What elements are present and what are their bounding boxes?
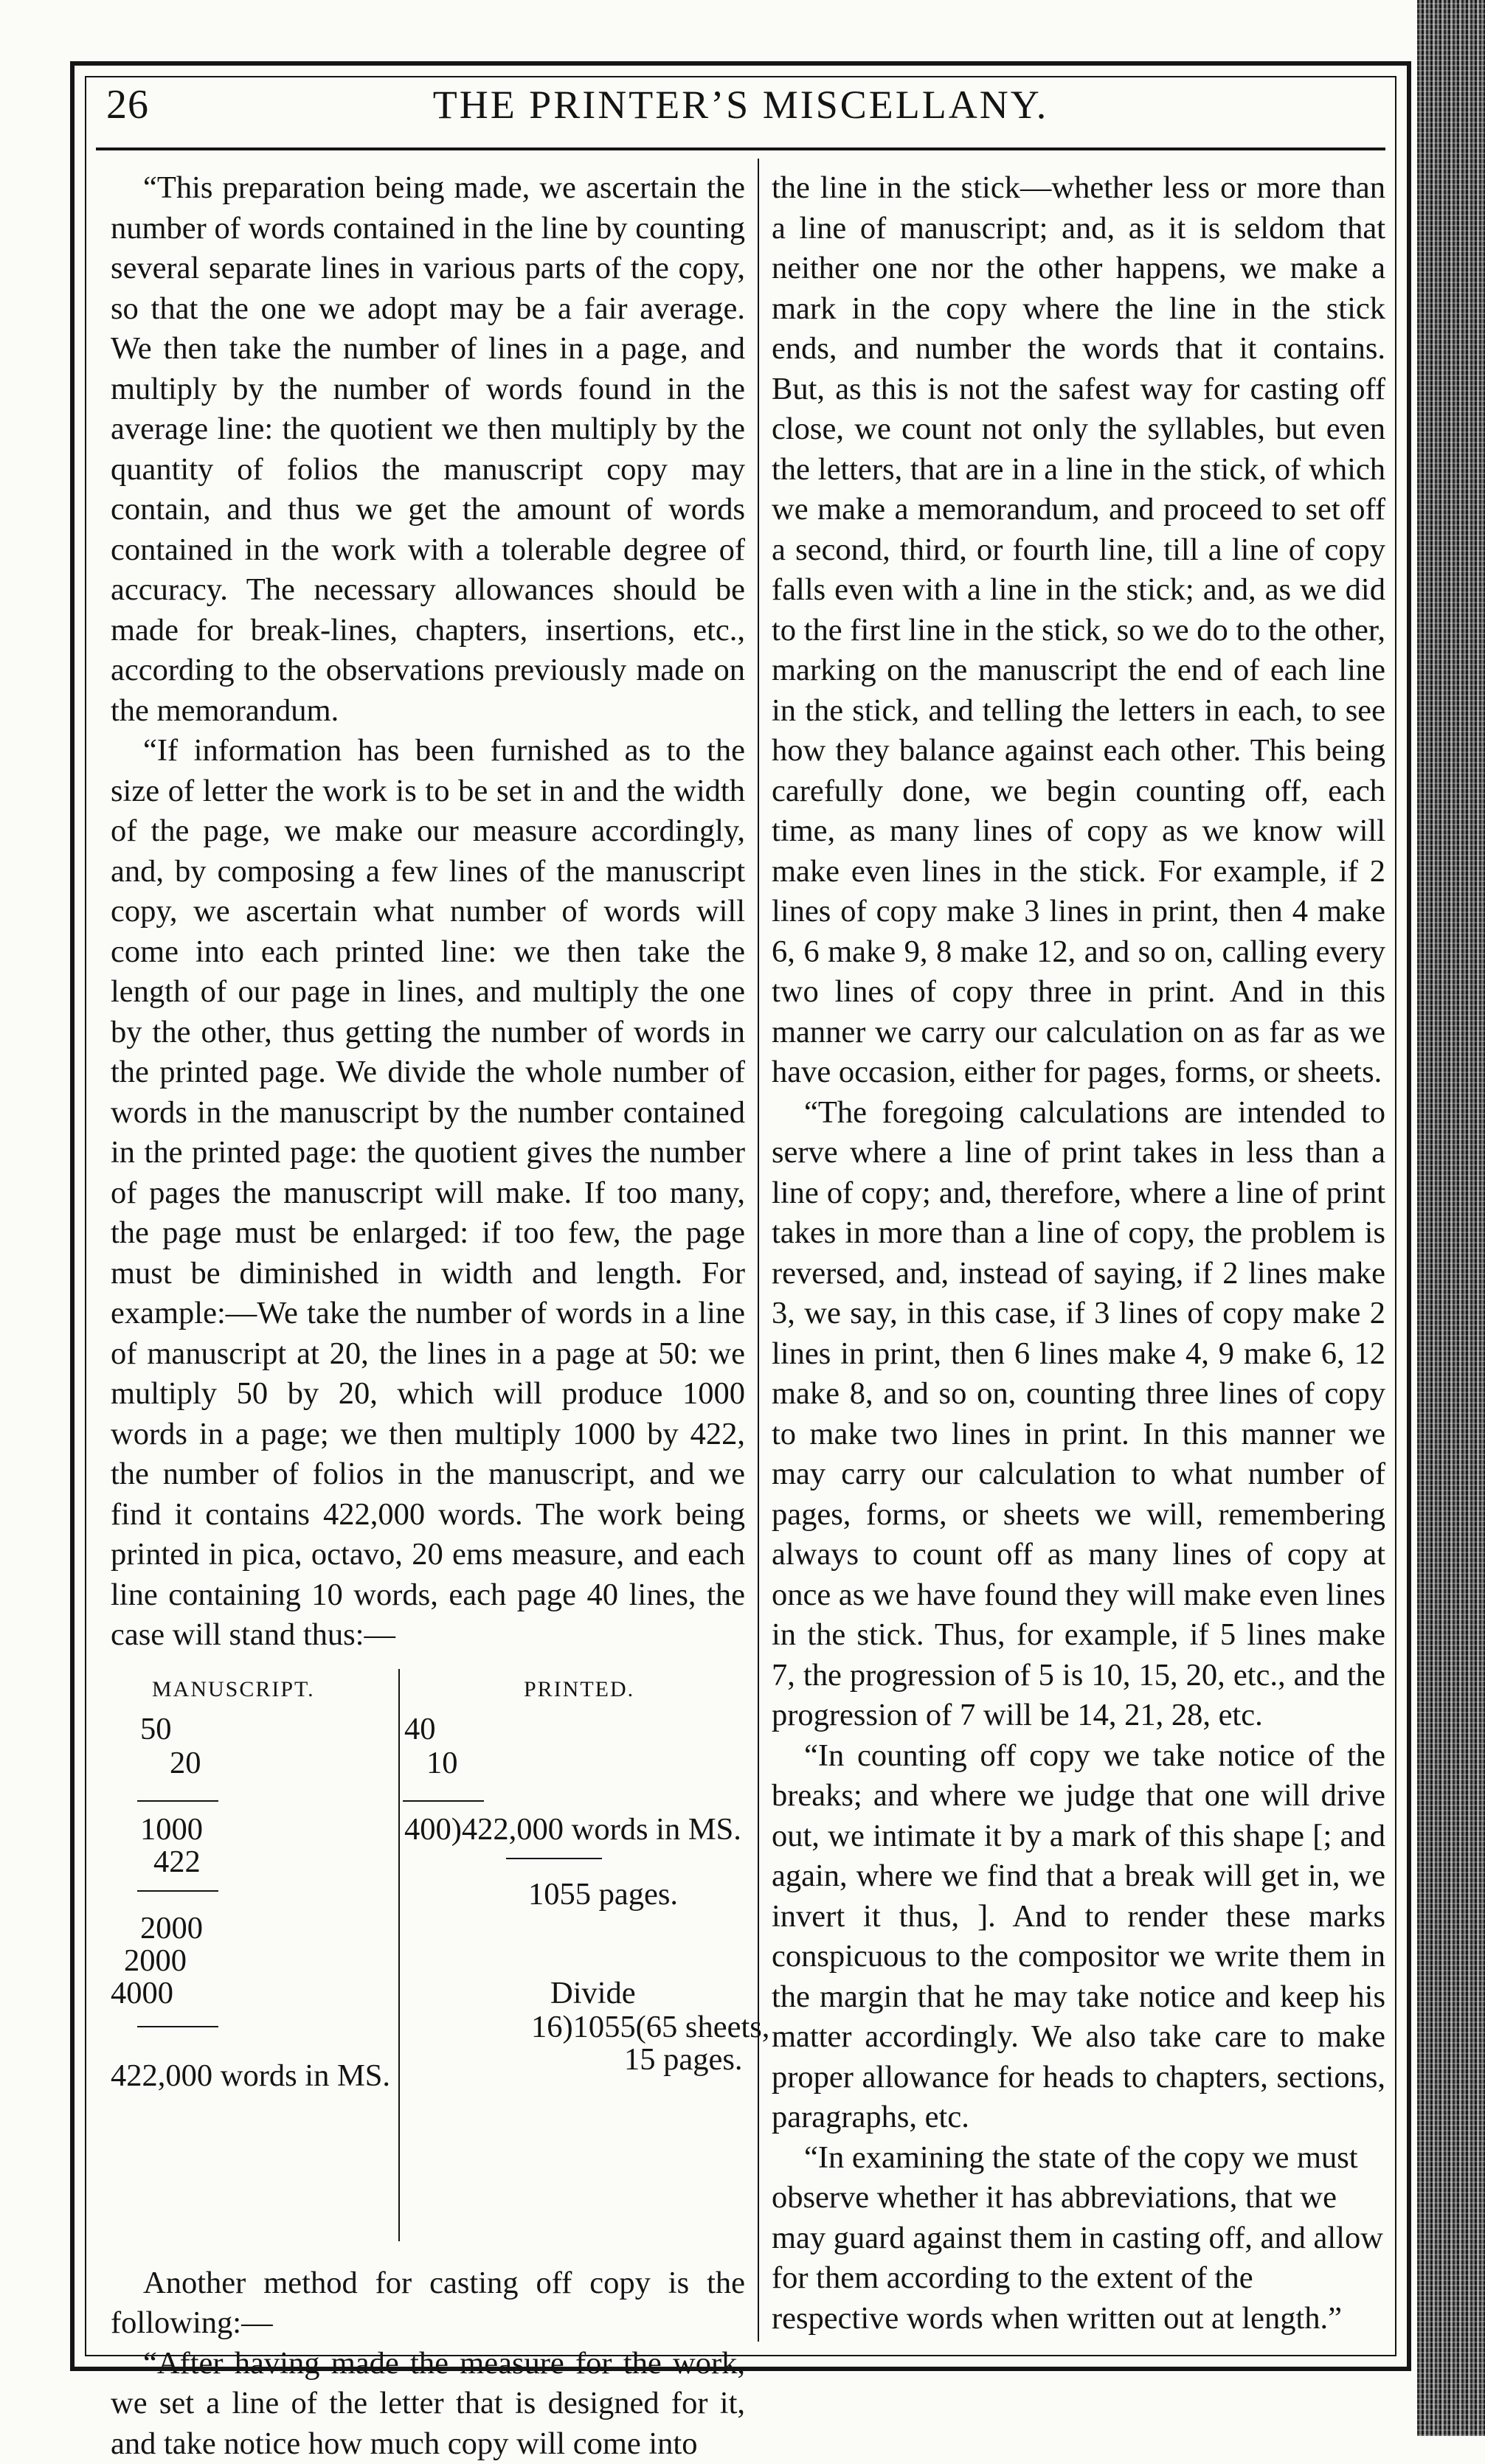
printed-value: 10 [426, 1747, 458, 1780]
printed-value: 1055 pages. [528, 1878, 678, 1911]
paragraph: “In examining the state of the copy we must observe whether it has abbreviations, that we may guard against them in casting off, and allow for them according to the extent of the respective words when written out at length.” [772, 2138, 1385, 2339]
page-number: 26 [106, 80, 149, 130]
paragraph: “In counting off copy we take notice of the breaks; and where we judge that one will drive out, we intimate it by a mark of this shape [; and again, where we find that a break will get in, we invert it thus, ]. And to render these marks conspicuous to the compositor we write them in the margin that he may take notice and keep his matter accordingly. We also take care to make proper allowance for heads to chapters, sections, paragraphs, etc. [772, 1736, 1385, 2138]
printed-value: 400)422,000 words in MS. [404, 1814, 741, 1846]
table-divider [398, 1669, 400, 2241]
page-header [96, 80, 1385, 130]
printed-value: 15 pages. [624, 2044, 743, 2076]
left-column [111, 168, 745, 2464]
manuscript-heading: MANUSCRIPT. [152, 1673, 315, 1706]
printed-rule [403, 1800, 484, 1802]
running-head: THE PRINTER’S MISCELLANY. [96, 80, 1385, 130]
paragraph: “This preparation being made, we ascertain the number of words contained in the line by counting several separate lines in various parts of the copy, so that the one we adopt may be a fair average. We then take the number of lines in a page, and multiply by the number of words found in the average line: the quotient we then multiply by the quantity of folios the manuscript copy may contain, and thus we get the amount of words contained in the work with a tolerable degree of accuracy. The necessary allowances should be made for break-lines, chapters, insertions, etc., according to the observations previously made on the memorandum. [111, 168, 745, 731]
printed-value: 16)1055(65 sheets, [531, 2011, 769, 2044]
page-edge-strip [1417, 0, 1485, 2436]
ms-value: 1000 [140, 1814, 203, 1846]
ms-rule [137, 1890, 218, 1892]
ms-rule [137, 2026, 218, 2027]
printed-value: 40 [404, 1713, 436, 1746]
paragraph: “The foregoing calculations are intended to serve where a line of print takes in less than a line of copy; and, therefore, where a line of print takes in more than a line of copy, the problem is reversed, and, instead of saying, if 2 lines make 3, we say, in this case, if 3 lines of copy make 2 lines in print, then 6 lines make 4, 9 make 6, 12 make 8, and so on, counting three lines of copy to make two lines in print. In this manner we may carry our calculation to what number of pages, forms, or sheets we will, remembering always to count off as many lines of copy at once as we have found they will make even lines in the stick. Thus, for example, if 5 lines make 7, the progression of 5 is 10, 15, 20, etc., and the progression of 7 will be 14, 21, 28, etc. [772, 1093, 1385, 1736]
printed-rule [506, 1858, 602, 1859]
ms-value: 2000 [124, 1945, 187, 1977]
ms-value: 50 [140, 1713, 172, 1746]
ms-total: 422,000 words in MS. [111, 2060, 390, 2092]
ms-value: 2000 [140, 1912, 203, 1945]
ms-rule [137, 1800, 218, 1802]
printed-heading: PRINTED. [524, 1673, 634, 1706]
paragraph: “If information has been furnished as to the size of letter the work is to be set in and the width of the page, we make our measure accordingly, and, by composing a few lines of the manuscript copy, we ascertain what number of words will come into each printed line: we then take the length of our page in lines, and multiply the one by the other, thus getting the number of words in the printed page. We divide the whole number of words in the manuscript by the number contained in the printed page: the quotient gives the number of pages the manuscript will make. If too many, the page must be enlarged: if too few, the page must be diminished in width and length. For example:—We take the number of words in a line of manuscript at 20, the lines in a page at 50: we multiply 50 by 20, which will produce 1000 words in a page; we then multiply 1000 by 422, the number of folios in the manuscript, and we find it contains 422,000 words. The work being printed in pica, octavo, 20 ems measure, and each line containing 10 words, each page 40 lines, the case will stand thus:— [111, 731, 745, 1656]
calculation-table [111, 1669, 745, 2259]
paragraph: Another method for casting off copy is the following:— [111, 2263, 745, 2344]
header-rule [96, 148, 1385, 150]
printed-value: Divide [550, 1977, 636, 2010]
right-column [772, 168, 1385, 2339]
paragraph: the line in the stick—whether less or more than a line of manuscript; and, as it is seldom that neither one nor the other happens, we make a mark in the copy where the line in the stick ends, and number the words that it contains. But, as this is not the safest way for casting off close, we count not only the syllables, but even the letters, that are in a line in the stick, of which we make a memorandum, and proceed to set off a second, third, or fourth line, till a line of copy falls even with a line in the stick; and, as we did to the first line in the stick, so we do to the other, marking on the manuscript the end of each line in the stick, and telling the letters in each, to see how they balance against each other. This being carefully done, we begin counting off, each time, as many lines of copy as we know will make even lines in the stick. For example, if 2 lines of copy make 3 lines in print, then 4 make 6, 6 make 9, 8 make 12, and so on, calling every two lines of copy three in print. And in this manner we carry our calculation on as far as we have occasion, either for pages, forms, or sheets. [772, 168, 1385, 1093]
ms-value: 422 [153, 1846, 201, 1878]
paragraph: “After having made the measure for the work, we set a line of the letter that is designed for it, and take notice how much copy will come into [111, 2344, 745, 2464]
ms-value: 4000 [111, 1977, 173, 2010]
ms-value: 20 [170, 1747, 201, 1780]
